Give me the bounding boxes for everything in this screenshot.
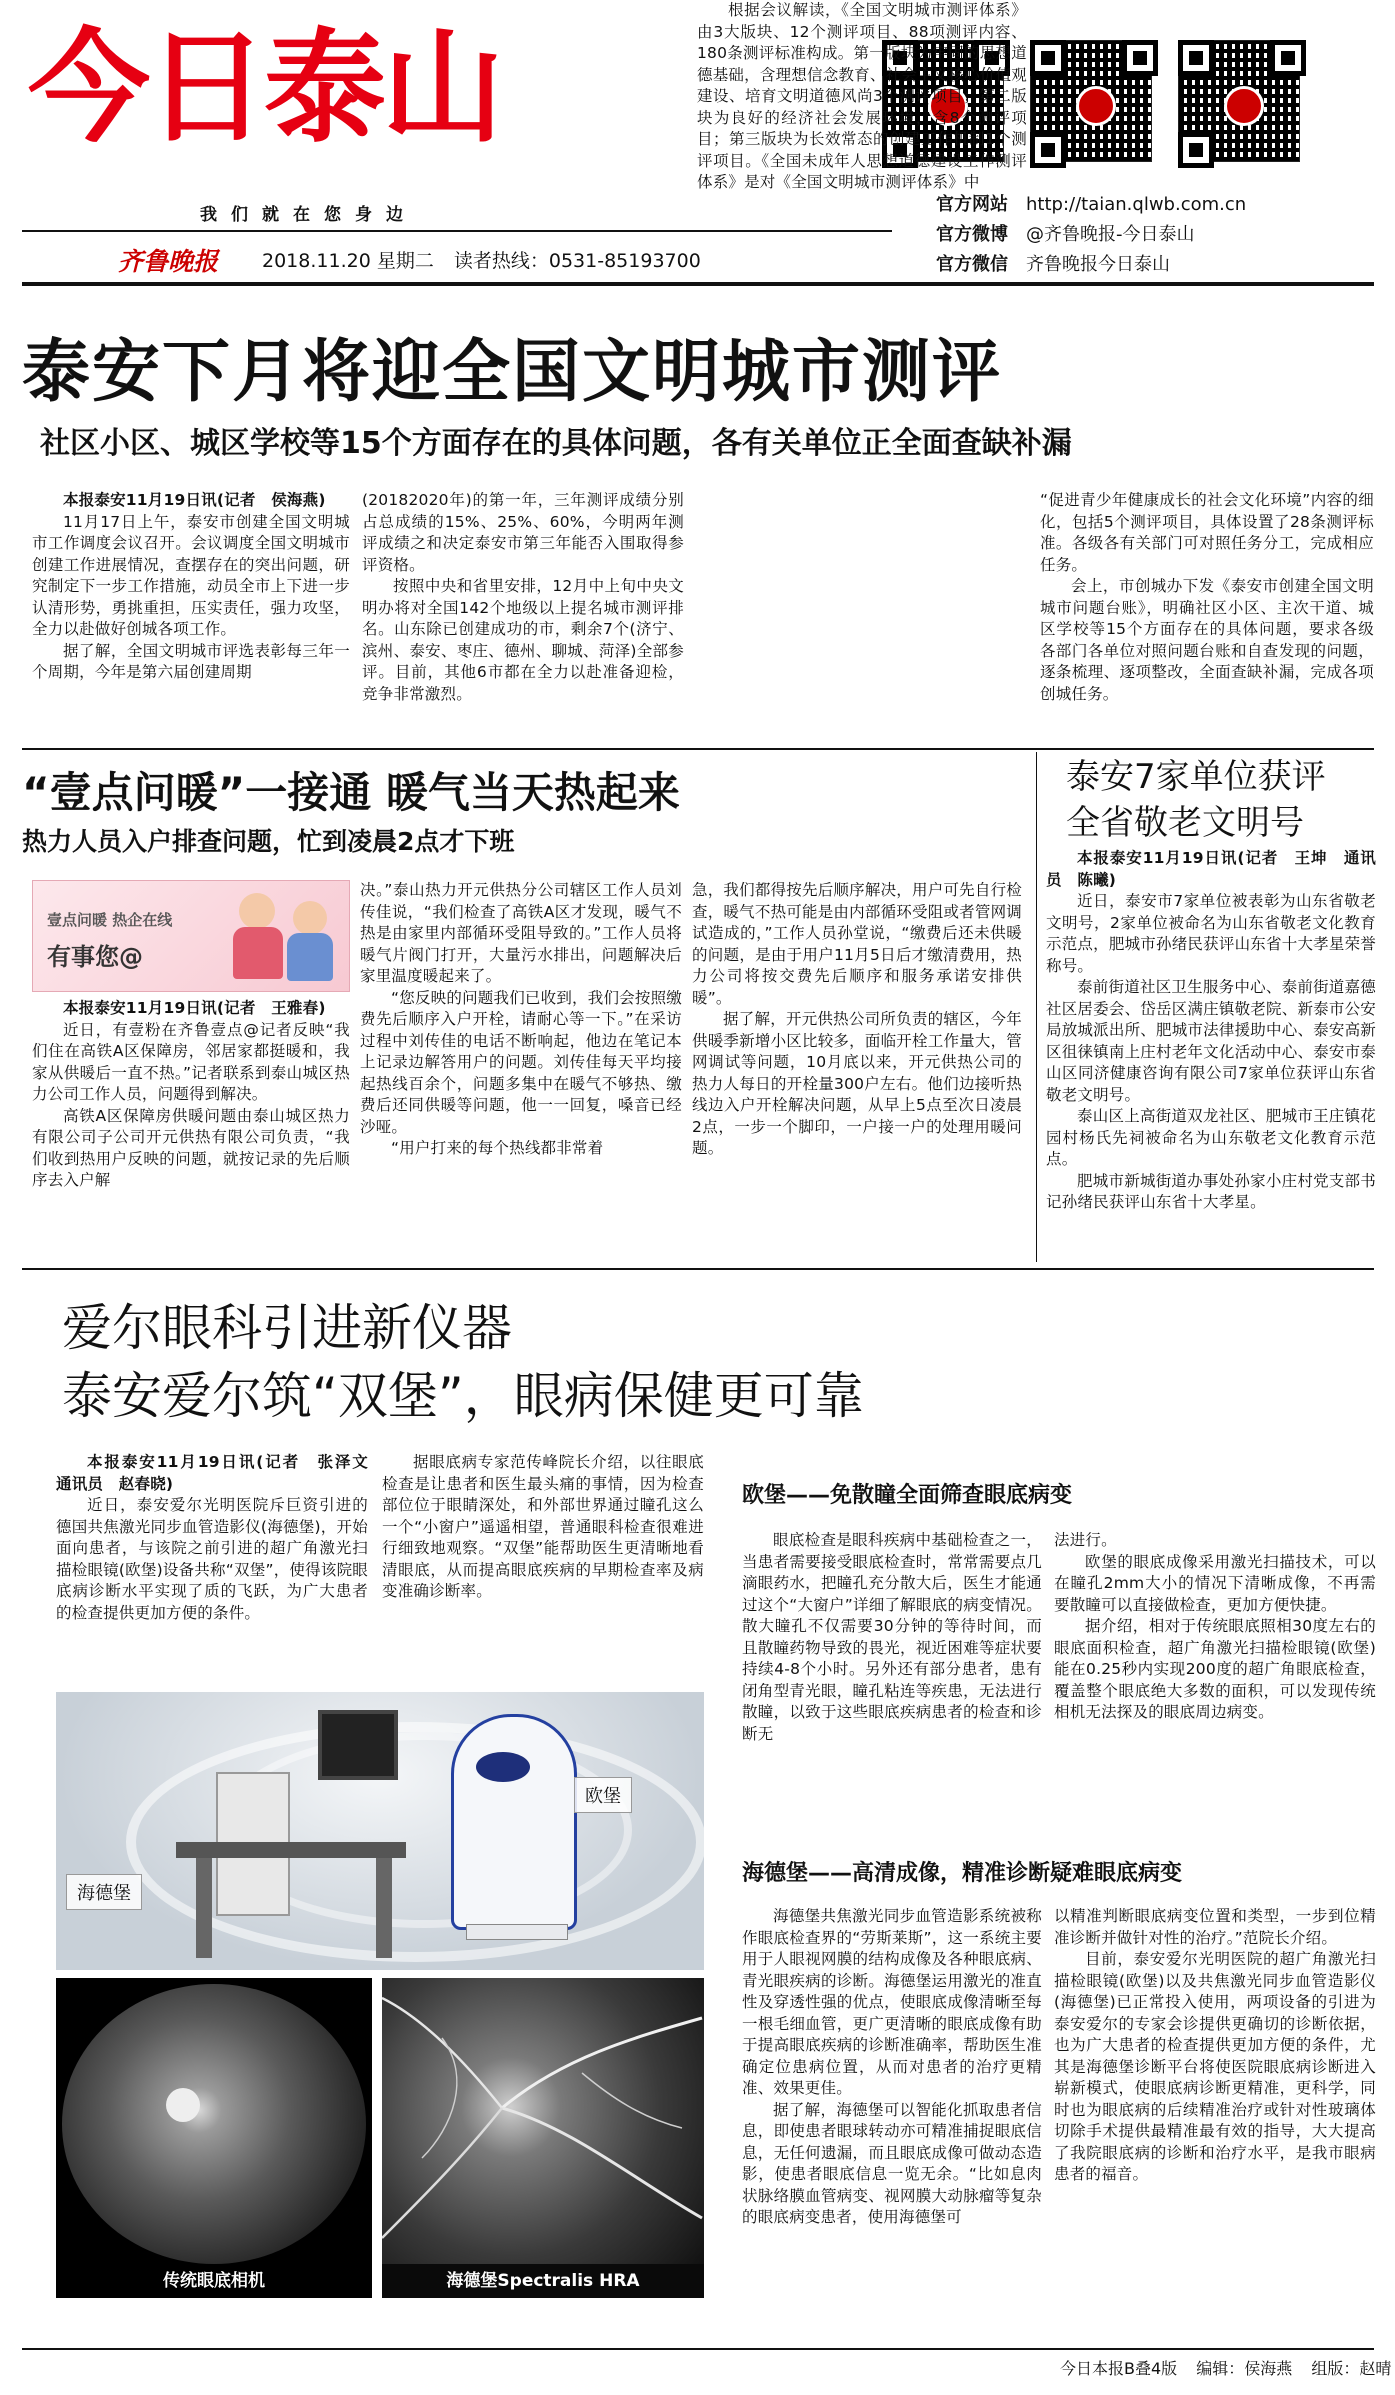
section-divider [22,748,1374,750]
article1-headline: 泰安下月将迎全国文明城市测评 [22,333,1003,412]
article1-byline: 本报泰安11月19日讯(记者 侯海燕) [63,491,326,509]
child-figure-icon [239,893,275,929]
article3-paragraph: 近日，泰安市7家单位被表彰为山东省敬老文明号，2家单位被命名为山东省敬老文化教育示范点，肥城市孙绪民获评山东省十大孝星荣誉称号。 [1046,892,1376,975]
sec2-paragraph: 海德堡共焦激光同步血管造影系统被称作眼底检查界的“劳斯莱斯”，这一系统主要用于人眼视网膜的结构成像及各种眼底病、青光眼疾病的诊断。海德堡运用激光的准直性及穿透性强的优点，使眼底成像清晰至每一根毛细血管，更广更清晰的眼底成像有助于提高眼底疾病的诊断准确率，帮助医生准确定位患病位置，从而对患者的治疗更精准、效果更佳。 [742,1907,1042,2097]
sec1-paragraph: 法进行。 [1054,1531,1117,1549]
masthead-slogan: 我们就在您身边 [200,205,417,225]
official-accounts [936,190,1246,280]
article2-headline: “壹点问暖”一接通 暖气当天热起来 [22,768,680,817]
issue-date: 2018.11.20 星期二 [262,250,434,272]
article3-headline [1066,754,1326,846]
sec1-col1 [742,1530,1042,1745]
article1-paragraph: (20182020年)的第一年，三年测评成绩分别占总成绩的15%、25%、60%，今明两年测评成绩之和决定泰安市第三年能否入围取得参评资格。 [362,491,684,574]
banner-text-1: 壹点问暖 热企在线 [47,911,173,929]
footer-layout: 组版：赵晴 [1311,2359,1392,2378]
child-figure-icon [233,927,283,979]
sec2-paragraph: 目前，泰安爱尔光明医院的超广角激光扫描检眼镜(欧堡)以及共焦激光同步血管造影仪(海德堡)已正常投入使用，两项设备的引进为泰安爱尔的专家会诊提供更确切的诊断依据，也为广大患者的检查提供更加方便的条件，尤其是海德堡诊断平台将使医院眼底病诊断进入崭新模式，使眼底病诊断更精准，更科学，同时也为眼底病的后续精准治疗或针对性玻璃体切除手术提供最精准最有效的指导，大大提高了我院眼底病的诊断和治疗水平，是我市眼病患者的福音。 [1054,1950,1376,2183]
qr-logo-icon [1224,86,1264,126]
label-oubao: 欧堡 [574,1777,632,1813]
sec1-paragraph: 眼底检查是眼科疾病中基础检查之一，当患者需要接受眼底检查时，常常需要点几滴眼药水，把瞳孔充分散大后，医生才能通过这个“大窗户”详细了解眼底的病变情况。散大瞳孔不仅需要30分钟的等待时间，而且散瞳药物导致的畏光，视近困难等症状要持续4-8个小时。另外还有部分患者，患有闭角型青光眼，瞳孔粘连等疾患，无法进行散瞳，以致于这些眼底疾病患者的检查和诊断无 [742,1531,1042,1743]
article1-col4 [1040,490,1374,705]
article1-col1 [32,490,350,684]
article3-paragraph: 泰前街道社区卫生服务中心、泰前街道嘉德社区居委会、岱岳区满庄镇敬老院、新泰市公安局放城派出所、肥城市法律援助中心、泰安高新区徂徕镇南上庄村老年文化活动中心、泰安市泰山区同济健康咨询有限公司7家单位获评山东省敬老文明号。 [1046,978,1376,1104]
child-figure-icon [287,933,333,981]
device-table [176,1842,406,1858]
article1-col3 [697,0,1027,194]
article4-headline-line2: 泰安爱尔筑“双堡”，眼病保健更可靠 [62,1367,864,1425]
sec2-col2 [1054,1906,1376,2186]
sec2-col1 [742,1906,1042,2229]
page-footer [1060,2356,1391,2379]
optos-lens [476,1752,530,1782]
official-site-label: 官方网站 [936,194,1008,215]
vessel-pattern [382,1978,704,2264]
article4-paragraph: 据眼底病专家范传峰院长介绍，以往眼底检查是让患者和医生最头痛的事情，因为检查部位位于眼睛深处，和外部世界通过瞳孔这么一个“小窗户”遥遥相望，普通眼科检查很难进行细致地观察。“双堡”能帮助医生更清晰地看清眼底，从而提高眼底疾病的早期检查率及病变准确诊断率。 [382,1453,704,1600]
article2-paragraph: 决。”泰山热力开元供热分公司辖区工作人员刘传佳说，“我们检查了高铁A区才发现，暖气不热是由家里内部循环受阻导致的。”工作人员将暖气片阀门打开，大量污水排出，问题解决后家里温度暖起来了。 [360,881,682,985]
traditional-fundus-photo [56,1978,372,2298]
article2-byline: 本报泰安11月19日讯(记者 王雅春) [63,999,326,1017]
sec1-paragraph: 欧堡的眼底成像采用激光扫描技术，可以在瞳孔2mm大小的情况下清晰成像，不再需要散瞳可以直接做检查，更加方便快捷。 [1054,1552,1376,1614]
optos-device [451,1714,577,1930]
article1-subhead: 社区小区、城区学校等15个方面存在的具体问题，各有关单位正全面查缺补漏 [40,426,1072,461]
banner-text-2: 有事您@ [47,943,143,971]
article1-paragraph: 11月17日上午，泰安市创建全国文明城市工作调度会议召开。会议调度全国文明城市创建工作进展情况，查摆存在的突出问题，研究制定下一步工作措施，动员全市上下进一步认清形势，勇挑重担，压实责任，强力攻坚，全力以赴做好创城各项工作。 [32,512,350,638]
article2-paragraph: 急，我们都得按先后顺序解决，用户可先自行检查，暖气不热可能是由内部循环受阻或者管网调试造成的，”工作人员孙堂说，“缴费后还未供暖的问题，是由于用户11月5日后才缴清费用，热力公司将按交费先后顺序和服务承诺安排供暖”。 [692,881,1022,1007]
official-weibo: @齐鲁晚报-今日泰山 [1026,224,1195,245]
article2-col2 [360,880,682,1160]
article1-paragraph: 会上，市创城办下发《泰安市创建全国文明城市问题台账》，明确社区小区、主次干道、城区学校等15个方面存在的具体问题，要求各级各部门各单位对照问题台账和自查发现的问题，逐条梳理、逐项整改，全面查缺补漏，完成各项创城任务。 [1040,577,1374,703]
sec2-paragraph: 以精准判断眼底病变位置和类型，一步到位精准诊断并做针对性的治疗。”范院长介绍。 [1054,1907,1376,1947]
label-haidebao: 海德堡 [66,1874,142,1910]
article3-headline-line1: 泰安7家单位获评 [1066,757,1326,797]
article1-paragraph: 按照中央和省里安排，12月中上旬中央文明办将对全国142个地级以上提名城市测评排名。山东除已创建成功的市，剩余7个(济宁、滨州、泰安、枣庄、德州、聊城、菏泽)全部参评。目前，其他6市都在全力以赴准备迎检，竞争非常激烈。 [362,577,684,703]
article2-paragraph: “您反映的问题我们已收到，我们会按照缴费先后顺序入户开栓，请耐心等一下。”在采访过程中刘传佳的电话不断响起，他边在笔记本上记录边解答用户的问题。刘传佳每天平均接起热线百余个，问题多集中在暖气不够热、缴费后还同供暖等问题，他一一回复，嗓音已经沙哑。 [360,988,682,1136]
masthead-bottom-rule [22,282,1374,286]
article4-col2 [382,1452,704,1603]
column-divider [1036,752,1037,1262]
article3-paragraph: 泰山区上高街道双龙社区、肥城市王庄镇花园村杨氏先祠被命名为山东敬老文化教育示范点。 [1046,1107,1376,1168]
article2-subhead: 热力人员入户排查问题，忙到凌晨2点才下班 [22,827,515,856]
footer-page: 今日本报B叠4版 [1060,2359,1178,2378]
article2-paragraph: 近日，有壹粉在齐鲁壹点@记者反映“我们住在高铁A区保障房，邻居家都挺暖和，我家从供暖后一直不热。”记者联系到泰山城区热力公司工作人员，问题得到解决。 [32,1020,350,1103]
footer-rule [22,2348,1374,2350]
spectralis-fundus-photo [382,1978,704,2298]
article2-paragraph: 据了解，开元供热公司所负责的辖区，今年供暖季新增小区比较多，面临开栓工作量大，管网调试等问题，10月底以来，开元供热公司的热力人每日的开栓量300户左右。他们边接听热线边入户开栓解决问题，从早上5点至次日凌晨2点，一步一个脚印，一户接一户的处理用暖问题。 [692,1010,1022,1157]
equipment-photo [56,1692,704,1970]
reader-hotline: 读者热线：0531-85193700 [453,250,701,272]
qr-code[interactable] [1178,40,1306,168]
dateline [262,246,701,273]
article4-byline: 本报泰安11月19日讯(记者 张泽文 通讯员 赵春晓) [56,1453,384,1493]
sec2-paragraph: 据了解，海德堡可以智能化抓取患者信息，即使患者眼球转动亦可精准捕捉眼底信息，无任何遗漏，而且眼底成像可做动态造影，使患者眼底信息一览无余。“比如息肉状脉络膜血管病变、视网膜大动脉瘤等复杂的眼底病变患者，使用海德堡可 [742,2100,1042,2226]
article3-body [1046,848,1376,1214]
sec1-title: 欧堡——免散瞳全面筛查眼底病变 [742,1483,1073,1508]
article1-col2 [362,490,684,705]
monitor-icon [318,1710,398,1780]
caption-traditional: 传统眼底相机 [163,2271,265,2291]
official-wechat-label: 官方微信 [936,254,1008,275]
sec2-title: 海德堡——高清成像，精准诊断疑难眼底病变 [742,1861,1183,1886]
article2-paragraph: 高铁A区保障房供暖问题由泰山城区热力有限公司子公司开元供热有限公司负责，“我们收到热用户反映的问题，就按记录的先后顺序去入户解 [32,1106,350,1189]
article3-paragraph: 肥城市新城街道办事处孙家小庄村党支部书记孙绪民获评山东省十大孝星。 [1046,1171,1376,1211]
article2-col1 [32,998,350,1192]
article3-headline-line2: 全省敬老文明号 [1066,803,1304,843]
sec1-paragraph: 据介绍，相对于传统眼底照相30度左右的眼底面积检查，超广角激光扫描检眼镜(欧堡)能在0.25秒内实现200度的超广角眼底检查，覆盖整个眼底绝大多数的面积，可以发现传统相机无法探及的眼底周边病变。 [1054,1617,1376,1721]
article4-col1 [56,1452,384,1624]
article3-byline: 本报泰安11月19日讯(记者 王坤 通讯员 陈曦) [1046,849,1376,889]
article1-paragraph: 据了解，全国文明城市评选表彰每三年一个周期，今年是第六届创建周期 [32,641,350,681]
article2-col3 [692,880,1022,1160]
optic-disc [166,2088,200,2122]
article4-paragraph: 近日，泰安爱尔光明医院斥巨资引进的德国共焦激光同步血管造影仪(海德堡)，开始面向患者，与该院之前引进的超广角激光扫描检眼镜(欧堡)设备共称“双堡”，使得该院眼底病诊断水平实现了质的飞跃，为广大患者的检查提供更加方便的条件。 [56,1496,368,1622]
article2-banner [32,880,350,992]
footer-editor: 编辑：侯海燕 [1196,2359,1293,2378]
article1-paragraph: 根据会议解读，《全国文明城市测评体系》由3大版块、12个测评项目、88项测评内容、180条测评标准构成。第一版块为牢固的思想道德基础，含理想信念教育、社会主义核心价值观建设、培育文明道德风尚3个测评项目；第二版块为良好的经济社会发展环境，含8个测评项目；第三版块为长效常态的创建工作机制1个测评项目。《全国未成年人思想道德建设工作测评体系》是对《全国文明城市测评体系》中 [697,1,1027,191]
article4-headline-line1: 爱尔眼科引进新仪器 [62,1299,512,1357]
article2-paragraph: “用户打来的每个热线都非常着 [391,1139,604,1157]
article1-paragraph: “促进青少年健康成长的社会文化环境”内容的细化，包括5个测评项目，具体设置了28条测评标准。各级各有关部门可对照任务分工，完成相应任务。 [1040,491,1374,574]
masthead-rule [22,230,892,232]
qr-logo-icon [1076,86,1116,126]
qr-code[interactable] [1030,40,1158,168]
official-weibo-label: 官方微博 [936,224,1008,245]
official-site-url[interactable]: http://taian.qlwb.com.cn [1026,194,1247,215]
caption-spectralis: 海德堡Spectralis HRA [446,2271,640,2291]
official-wechat: 齐鲁晚报今日泰山 [1026,254,1170,275]
child-figure-icon [293,901,327,935]
section-divider [22,1268,1374,1270]
masthead-logo: 今日泰山 [28,17,500,159]
paper-name: 齐鲁晚报 [118,247,219,276]
sec1-col2 [1054,1530,1376,1724]
